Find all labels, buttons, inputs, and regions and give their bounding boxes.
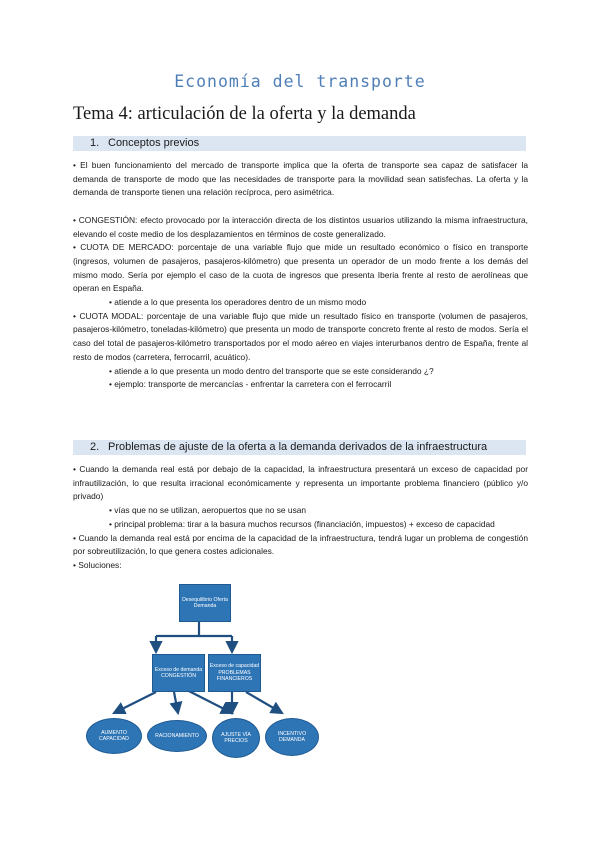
leaf-node: AUMENTO CAPACIDAD (86, 718, 142, 754)
congestion-definition: • CONGESTIÓN: efecto provocado por la interacción directa de los distintos usuarios utilizando la misma infraestructura, elevando el coste medio de los desplazamientos en términos de coste generalizado. (73, 214, 528, 239)
section-1-body (73, 159, 528, 392)
excess-capacity-problem: • principal problema: tirar a la basura muchos recursos (financiación, impuestos) + exceso de capacidad (109, 518, 495, 529)
market-share-note: • atiende a lo que presenta los operadores dentro de un mismo modo (109, 297, 367, 308)
intro-paragraph: • El buen funcionamiento del mercado de transporte implica que la oferta de transporte sea capaz de satisfacer la demanda de transporte de modo que las necesidades de transporte para la movilidad sean satisfechas. La oferta y la demanda de transporte tienen una relación recíproca, pero asimétrica. (73, 160, 528, 198)
leaf-node: INCENTIVO DEMANDA (265, 718, 319, 756)
topic-heading: Tema 4: articulación de la oferta y la demanda (73, 104, 416, 124)
root-node: Desequilibrio Oferta Demanda (179, 584, 231, 622)
left-node: Exceso de demanda CONGESTIÓN (152, 654, 205, 692)
section-title: Conceptos previos (108, 137, 200, 149)
arrow-to-rationing (174, 692, 178, 713)
section-2-heading (73, 440, 526, 455)
excess-capacity-paragraph: • Cuando la demanda real está por debajo de la capacidad, la infraestructura presentará un exceso de capacidad por infrautilización, lo que resulta irracional económicamente y representa un importante problema financiero (público y/o privado) (73, 464, 528, 502)
section-title: Problemas de ajuste de la oferta a la demanda derivados de la infraestructura (108, 441, 488, 453)
leaf-node: RACIONAMIENTO (147, 720, 207, 752)
arrow-to-capacity (114, 692, 156, 713)
congestion-paragraph: • Cuando la demanda real está por encima de la capacidad de la infraestructura, tendrá lugar un problema de congestión por sobreutilización, lo que genera costes adicionales. (73, 532, 528, 557)
section-2-body (73, 463, 528, 573)
course-title: Economía del transporte (174, 72, 426, 91)
excess-capacity-example: • vías que no se utilizan, aeropuertos que no se usan (109, 505, 307, 516)
market-share-definition: • CUOTA DE MERCADO: porcentaje de una variable flujo que mide un resultado económico o físico en transporte (ingresos, volumen de pasajeros, pasajeros-kilómetro) que presenta un operador de un modo frente a los demás del mismo modo. Sería por ejemplo el caso de la cuota de ingresos que presenta Iberia frente al resto de aerolíneas que operan en España. (73, 242, 528, 294)
arrow-to-incentive (246, 692, 282, 713)
solutions-label: • Soluciones: (73, 559, 122, 570)
section-1-heading (73, 136, 526, 151)
modal-share-definition: • CUOTA MODAL: porcentaje de una variable flujo que mide un resultado físico en transporte (volumen de pasajeros, pasajeros-kilómetro, toneladas-kilómetro) que presenta un modo de transporte concreto frente al resto de modos. Sería el caso del total de pasajeros-kilómetro transportados por el modo aéreo en viajes interurbanos dentro de España, frente al resto de modos (carretera, ferrocarril, acuático). (73, 310, 528, 362)
leaf-node: AJUSTE VÍA PRECIOS (212, 718, 260, 758)
right-node: Exceso de capacidad PROBLEMAS FINANCIEROS (208, 654, 261, 692)
section-number: 2. (90, 441, 100, 453)
modal-share-note: • atiende a lo que presenta un modo dentro del transporte que se este considerando ¿? (109, 365, 434, 376)
solutions-diagram (84, 582, 314, 772)
modal-share-example: • ejemplo: transporte de mercancías - enfrentar la carretera con el ferrocarril (109, 379, 392, 390)
section-number: 1. (90, 137, 100, 149)
